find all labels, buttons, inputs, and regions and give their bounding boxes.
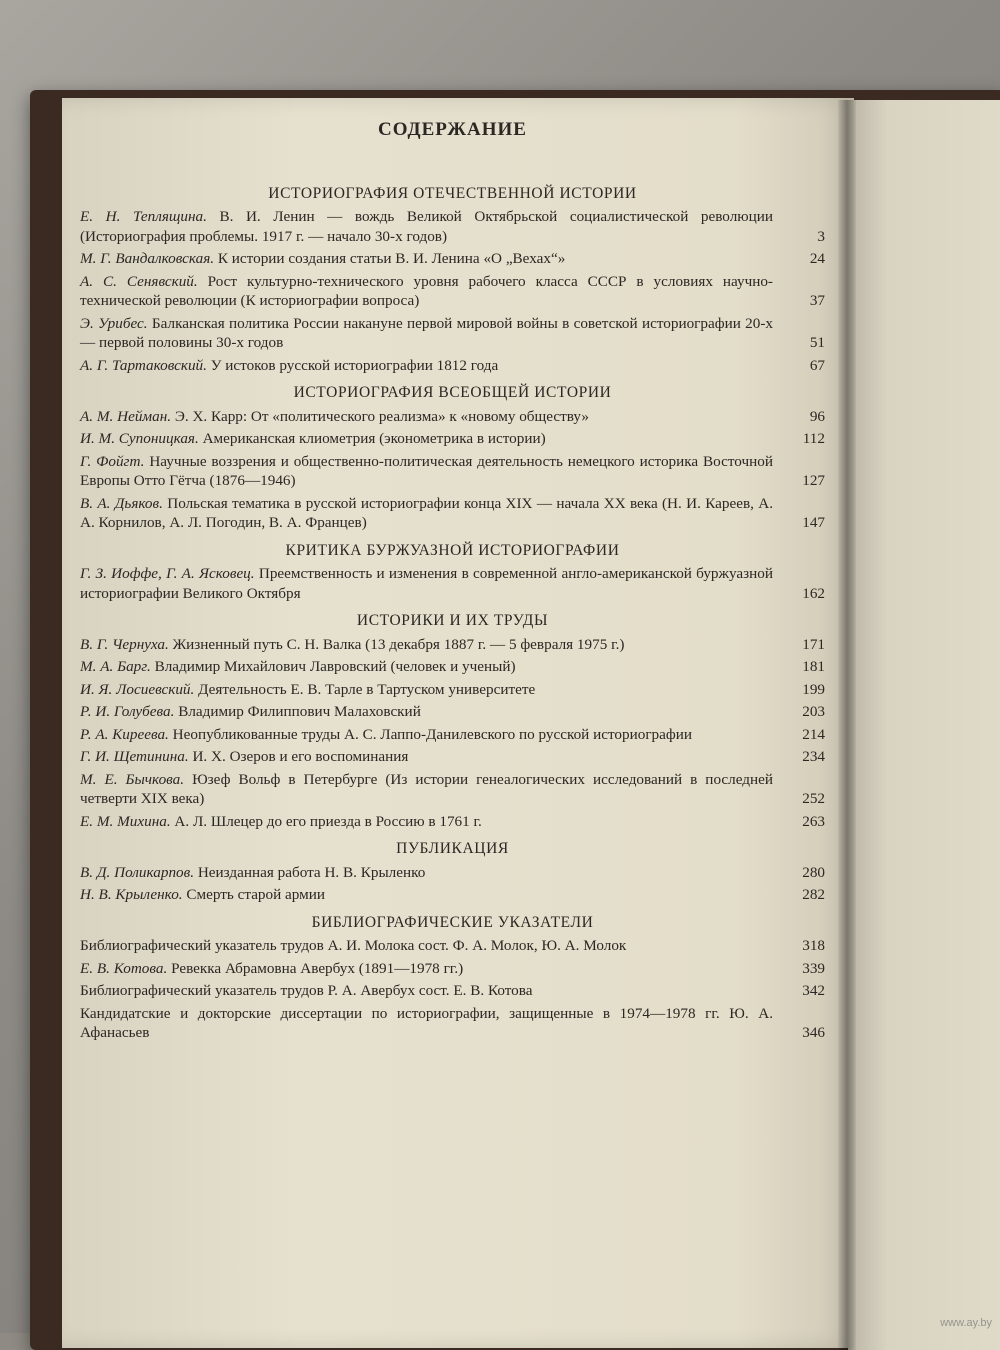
entry-text [80,680,783,700]
entry-page-number: 234 [802,748,825,765]
entry-page-number: 37 [809,292,825,309]
entry-text [80,1004,783,1043]
entry-title: Рост культурно-технического уровня рабочего класса СССР в условиях научно-технической революции (К историографии вопроса) [80,272,773,309]
entry-author: И. М. Супоницкая. [80,430,199,447]
toc-entry [80,770,825,809]
entry-page-number: 24 [809,250,825,267]
entry-title: И. Х. Озеров и его воспоминания [192,748,409,765]
entry-title: К истории создания статьи В. И. Ленина «О „Вехах“» [217,250,566,267]
entry-title: Библиографический указатель трудов А. И. Молока сост. Ф. А. Молок, Ю. А. Молок [80,937,627,954]
entry-title: Владимир Михайлович Лавровский (человек и ученый) [154,658,516,675]
entry-title: В. И. Ленин — вождь Великой Октябрьской социалистической революции (Историография проблемы. 1917 г. — начало 30-х годов) [80,208,774,245]
entry-author: М. Г. Вандалковская. [80,250,215,267]
toc-entry [80,356,825,376]
entry-title: Смерть старой армии [186,886,326,903]
entry-page-number: 162 [802,584,825,602]
entry-page-number: 203 [802,703,825,720]
entry-title: Кандидатские и докторские диссертации по историографии, защищенные в 1974—1978 гг. Ю. А. Афанасьев [80,1004,773,1041]
entry-text [80,314,783,353]
entry-text [80,657,783,677]
entry-title: Деятельность Е. В. Тарле в Тартуском университете [198,680,536,698]
entry-author: В. А. Дьяков. [80,494,163,512]
entry-page-number: 339 [802,959,825,977]
entry-title: Библиографический указатель трудов Р. А. Авербух сост. Е. В. Котова [80,982,533,999]
entry-text [80,702,783,722]
entry-page-number: 214 [802,725,825,743]
entry-text [80,207,783,246]
section-heading: ИСТОРИКИ И ИХ ТРУДЫ [356,612,549,629]
entry-text [80,452,783,491]
entry-title: Американская клиометрия (эконометрика в истории) [202,430,546,447]
entry-title: Неизданная работа Н. В. Крыленко [197,863,426,881]
entry-author: В. Г. Чернуха. [80,635,169,653]
toc-entry [80,494,825,533]
entry-page-number: 199 [802,680,825,698]
entry-page-number: 342 [802,982,825,999]
entry-page-number: 346 [802,1024,825,1041]
entry-page-number: 318 [802,937,825,954]
table-of-contents [80,110,825,1046]
entry-page-number: 67 [809,356,825,374]
entry-page-number: 181 [802,658,825,675]
toc-entry [80,981,825,1001]
entry-title: Э. Х. Карр: От «политического реализма» к «новому обществу» [174,407,589,425]
toc-entry [80,747,825,767]
toc-entry [80,863,825,883]
entry-author: Е. Н. Теплящина. [80,208,207,225]
entry-text [80,936,783,956]
entry-author: В. Д. Поликарпов. [80,863,195,881]
toc-entry [80,635,825,655]
sections-container [80,184,825,1043]
entry-page-number: 51 [809,334,825,351]
toc-entry [80,725,825,745]
entry-text [80,725,783,745]
watermark: www.ay.by [940,1317,992,1329]
entry-author: М. А. Барг. [80,658,151,675]
entry-author: Е. М. Михина. [80,812,171,830]
section-heading: ПУБЛИКАЦИЯ [396,840,509,857]
book-gutter [838,100,856,1350]
entry-text [80,747,783,767]
toc-entry [80,429,825,449]
entry-text [80,272,783,311]
entry-page-number: 127 [802,472,825,489]
entry-text [80,494,783,533]
toc-entry [80,314,825,353]
entry-text [80,959,783,979]
toc-entry [80,680,825,700]
entry-page-number: 147 [802,514,825,531]
entry-title: Жизненный путь С. Н. Валка (13 декабря 1887 г. — 5 февраля 1975 г.) [172,635,625,653]
entry-page-number: 252 [802,790,825,807]
section-heading: КРИТИКА БУРЖУАЗНОЙ ИСТОРИОГРАФИИ [285,541,620,559]
entry-author: Г. И. Щетинина. [80,748,189,765]
entry-author: Р. И. Голубева. [80,703,175,720]
toc-entry [80,1004,825,1043]
entry-title: Юзеф Вольф в Петербурге (Из истории генеалогических исследований в последней четверти XIX века) [80,770,773,807]
entry-title: Польская тематика в русской историографии конца XIX — начала XX века (Н. И. Кареев, А. А. Корнилов, А. Л. Погодин, В. А. Францев) [80,494,773,531]
entry-text [80,885,783,905]
toc-entry [80,936,825,956]
entry-author: Г. З. Иоффе, Г. А. Ясковец. [80,565,255,582]
entry-page-number: 280 [802,863,825,881]
entry-title: Научные воззрения и общественно-политическая деятельность немецкого историка Восточной Европы Отто Гётча (1876—1946) [80,452,773,489]
toc-entry [80,564,825,603]
entry-author: Н. В. Крыленко. [80,886,183,903]
toc-entry [80,407,825,427]
entry-text [80,564,783,603]
entry-text [80,429,783,449]
toc-entry [80,452,825,491]
toc-entry [80,702,825,722]
entry-author: Е. В. Котова. [80,959,168,977]
entry-title: Преемственность и изменения в современной англо-американской буржуазной историографии Великого Октября [80,565,773,602]
toc-entry [80,959,825,979]
entry-author: М. Е. Бычкова. [80,770,185,788]
entry-author: А. С. Сенявский. [80,272,198,290]
entry-author: А. Г. Тартаковский. [80,356,207,374]
entry-page-number: 96 [809,407,825,425]
entry-title: Неопубликованные труды А. С. Лаппо-Данилевского по русской историографии [172,725,692,743]
entry-title: Балканская политика России накануне первой мировой войны в советской историографии 20-х — первой половины 30-х годов [80,314,773,351]
entry-title: А. Л. Шлецер до его приезда в Россию в 1761 г. [174,812,482,830]
toc-entry [80,812,825,832]
entry-author: А. М. Нейман. [80,407,172,425]
entry-title: Ревекка Абрамовна Авербух (1891—1978 гг.) [171,959,464,977]
entry-text [80,249,783,269]
toc-entry [80,657,825,677]
entry-author: Р. А. Киреева. [80,725,169,743]
entry-page-number: 112 [802,430,825,447]
entry-author: И. Я. Лосиевский. [80,680,195,698]
entry-title: У истоков русской историографии 1812 года [210,356,499,374]
page-title: СОДЕРЖАНИЕ [378,119,527,140]
entry-page-number: 171 [802,635,825,653]
toc-entry [80,885,825,905]
entry-text [80,356,783,376]
entry-page-number: 282 [802,886,825,903]
entry-text [80,812,783,832]
toc-entry [80,249,825,269]
entry-page-number: 3 [817,227,825,245]
entry-author: Э. Урибес. [80,314,148,332]
entry-text [80,770,783,809]
section-heading: ИСТОРИОГРАФИЯ ВСЕОБЩЕЙ ИСТОРИИ [293,384,612,401]
section-heading: БИБЛИОГРАФИЧЕСКИЕ УКАЗАТЕЛИ [311,913,594,931]
section-heading: ИСТОРИОГРАФИЯ ОТЕЧЕСТВЕННОЙ ИСТОРИИ [268,184,637,202]
entry-text [80,635,783,655]
entry-text [80,981,783,1001]
entry-text [80,407,783,427]
entry-text [80,863,783,883]
entry-author: Г. Фойгт. [80,452,145,470]
toc-entry [80,272,825,311]
right-page [848,100,1000,1350]
toc-entry [80,207,825,246]
entry-page-number: 263 [802,812,825,830]
entry-title: Владимир Филиппович Малаховский [178,703,421,720]
